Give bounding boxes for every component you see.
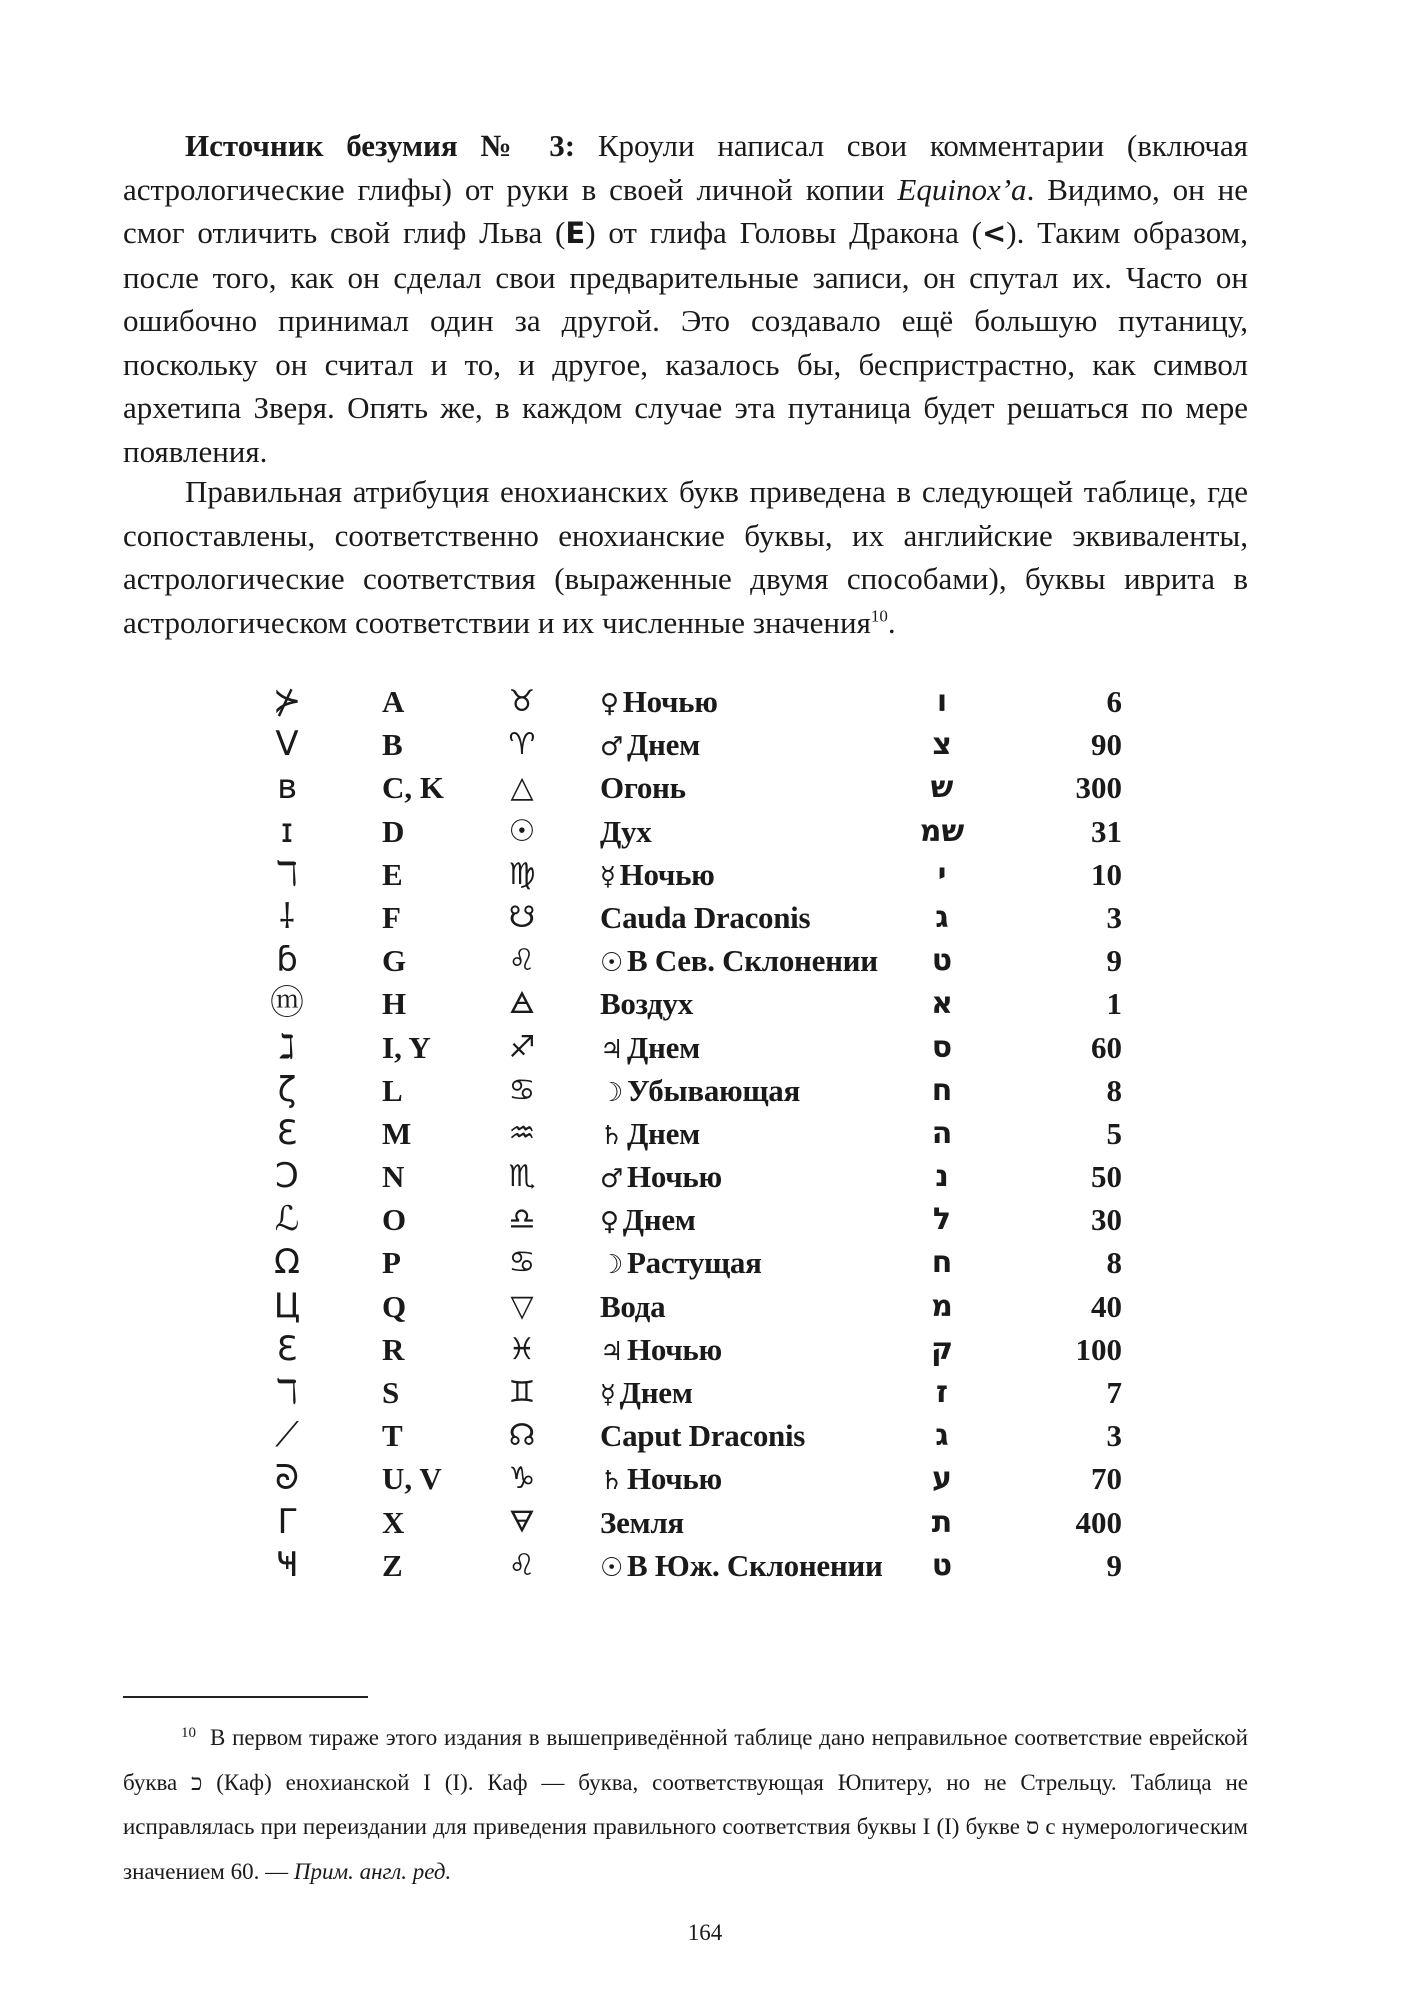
correspondence-text: Убывающая xyxy=(627,1072,800,1108)
astrological-sign: ☊ xyxy=(508,1418,536,1454)
enochian-letter: ⟋ xyxy=(275,1415,299,1456)
planet-symbol: ☽ xyxy=(600,1250,624,1281)
astrological-correspondence xyxy=(600,680,718,726)
correspondence-text: Днем xyxy=(627,1115,700,1151)
astrological-correspondence xyxy=(600,853,715,899)
paragraph-attribution-end: . xyxy=(887,604,896,640)
correspondence-text: Воздух xyxy=(600,986,693,1022)
astrological-correspondence xyxy=(600,766,686,809)
english-equivalent: S xyxy=(382,1375,400,1410)
enochian-letter: ℷ xyxy=(279,1026,295,1067)
astrological-correspondence xyxy=(600,1414,805,1457)
planet-symbol: ♀ xyxy=(600,1207,619,1238)
paragraph-attribution-text: Правильная атрибуция енохианских букв приведена в следующей таблице, где сопоставлены, соответственно енохианские буквы, их английские эквиваленты, астрологические соответствия (выраженные двумя способами), буквы иврита в астрологическом соответствии и их численные значения xyxy=(123,474,1248,640)
astrological-correspondence xyxy=(600,723,700,769)
hebrew-letter: צ xyxy=(932,727,952,763)
english-equivalent: R xyxy=(382,1331,405,1367)
astrological-correspondence xyxy=(600,1371,693,1417)
paragraph-text-2: . Видимо, он не смог отличить свой глиф Льва ( xyxy=(123,171,1249,250)
english-equivalent: Z xyxy=(382,1547,403,1583)
table-row xyxy=(262,1069,1122,1112)
correspondence-text: Вода xyxy=(600,1288,666,1324)
astrological-sign: ♏ xyxy=(508,1159,536,1195)
astrological-correspondence xyxy=(600,1026,700,1072)
numeric-value: 7 xyxy=(1106,1375,1122,1410)
planet-symbol: ☿ xyxy=(600,1380,616,1410)
footnote-text-2: (Каф) енохианской I (I). Каф — буква, соответствующая Юпитеру, но не Стрельцу. Таблица не исправлялась при переиздании для приведения правильного соответствия буквы I (I) букве xyxy=(123,1769,1248,1839)
equinox-title: Equinox’a xyxy=(897,171,1027,207)
page-number: 164 xyxy=(687,1920,723,1945)
enochian-letter: Ↄ xyxy=(275,1156,299,1197)
astrological-sign: ♉ xyxy=(508,684,536,719)
astrological-sign: ♌ xyxy=(508,1547,536,1583)
hebrew-letter: ס xyxy=(931,1029,953,1065)
hebrew-letter: ה xyxy=(931,1115,953,1151)
table-row xyxy=(262,1112,1122,1155)
footnote-number: 10 xyxy=(181,1725,196,1741)
astrological-sign: ♒ xyxy=(508,1115,536,1151)
english-equivalent: Q xyxy=(382,1288,407,1324)
astrological-sign: ♌ xyxy=(508,943,536,979)
hebrew-letter: ו xyxy=(936,684,948,719)
astrological-sign: ♑ xyxy=(508,1461,536,1497)
planet-symbol: ♀ xyxy=(600,689,619,719)
enochian-letter: ʙ xyxy=(277,767,297,808)
astrological-sign: △ xyxy=(510,770,534,806)
numeric-value: 3 xyxy=(1106,1418,1122,1454)
enochian-letter: ℸ xyxy=(276,853,298,894)
table-row xyxy=(262,1285,1122,1328)
astrological-sign: ♋ xyxy=(508,1072,536,1108)
planet-symbol: ☿ xyxy=(600,861,616,892)
english-equivalent: I, Y xyxy=(382,1029,431,1065)
enochian-letter: ɓ xyxy=(276,940,298,981)
hebrew-letter: נ xyxy=(935,1159,949,1195)
astrological-sign: ♋ xyxy=(508,1245,536,1281)
astrological-sign: ♍ xyxy=(508,856,536,892)
hebrew-letter: ג xyxy=(935,899,949,935)
hebrew-letter: ט xyxy=(931,943,953,979)
hebrew-letter: ק xyxy=(930,1331,954,1367)
footnote-editor-note: Прим. англ. ред. xyxy=(293,1858,452,1884)
astrological-sign: ▽ xyxy=(510,1288,534,1324)
astrological-correspondence xyxy=(600,1241,762,1287)
table-row xyxy=(262,1457,1122,1500)
astrological-sign: ♈ xyxy=(508,727,536,763)
enochian-letter: Ҹ xyxy=(275,1544,299,1585)
astrological-correspondence xyxy=(600,1544,883,1590)
numeric-value: 60 xyxy=(1091,1029,1122,1065)
numeric-value: 50 xyxy=(1091,1159,1122,1195)
enochian-letter: ᘐ xyxy=(275,1458,299,1499)
astrological-sign: 🜃 xyxy=(508,1504,536,1540)
correspondence-text: Днем xyxy=(627,1029,700,1065)
correspondence-text: Дух xyxy=(600,813,652,849)
paragraph-lead: Источник безумия № 3: xyxy=(185,128,576,163)
enochian-letter: Ц xyxy=(273,1285,301,1326)
astrological-correspondence xyxy=(600,1112,700,1158)
correspondence-text: Ночью xyxy=(627,1331,722,1367)
numeric-value: 8 xyxy=(1106,1245,1122,1281)
table-row xyxy=(262,723,1122,766)
correspondence-text: Днем xyxy=(622,1202,696,1238)
astrological-sign: ♐ xyxy=(508,1029,536,1065)
hebrew-letter: ז xyxy=(935,1375,948,1410)
astrological-sign: ☉ xyxy=(508,813,536,849)
hebrew-letter: ג xyxy=(935,1418,949,1454)
table-row xyxy=(262,982,1122,1025)
correspondence-text: Растущая xyxy=(627,1245,762,1281)
hebrew-letter: ש xyxy=(930,770,954,806)
table-row xyxy=(262,1241,1122,1284)
correspondence-text: Ночью xyxy=(627,1159,722,1195)
enochian-letter: Γ xyxy=(277,1501,297,1542)
planet-symbol: ☉ xyxy=(600,948,624,979)
dragon-head-glyph: < xyxy=(981,216,1007,250)
enochian-letter: ℒ xyxy=(274,1199,300,1240)
numeric-value: 400 xyxy=(1075,1504,1122,1540)
numeric-value: 300 xyxy=(1075,770,1122,806)
numeric-value: 100 xyxy=(1075,1331,1122,1367)
paragraph-madness-source xyxy=(123,124,1248,473)
numeric-value: 8 xyxy=(1106,1072,1122,1108)
planet-symbol: ♂ xyxy=(600,1164,624,1195)
astrological-correspondence xyxy=(600,810,651,853)
numeric-value: 5 xyxy=(1106,1115,1122,1151)
english-equivalent: E xyxy=(382,856,403,892)
hebrew-letter: שמ xyxy=(919,813,965,849)
footnote xyxy=(123,1716,1248,1894)
astrological-sign: ☋ xyxy=(508,899,536,935)
hebrew-letter: ל xyxy=(932,1202,952,1238)
table-row xyxy=(262,1155,1122,1198)
enochian-letter: ⊁ xyxy=(272,681,302,721)
numeric-value: 40 xyxy=(1091,1288,1122,1324)
english-equivalent: X xyxy=(382,1504,405,1540)
english-equivalent: C, K xyxy=(382,770,444,806)
enochian-letter: ⸸ xyxy=(279,896,295,937)
paragraph-attribution xyxy=(123,470,1248,644)
planet-symbol: ☽ xyxy=(600,1077,624,1108)
numeric-value: 10 xyxy=(1091,856,1122,892)
english-equivalent: B xyxy=(382,727,403,763)
enochian-letter: ɪ xyxy=(280,810,294,851)
astrological-sign: ♓ xyxy=(508,1331,536,1367)
astrological-correspondence xyxy=(600,1457,722,1503)
hebrew-letter: א xyxy=(931,986,953,1022)
footnote-reference[interactable]: 10 xyxy=(870,606,888,626)
numeric-value: 9 xyxy=(1106,1547,1122,1583)
numeric-value: 3 xyxy=(1106,899,1122,935)
planet-symbol: ☉ xyxy=(600,1552,624,1583)
kaf-glyph: כ xyxy=(191,1769,203,1795)
hebrew-letter: ח xyxy=(931,1072,953,1108)
footnote-text-3: с нумерологическим значением 60. — xyxy=(123,1814,1248,1884)
planet-symbol: ♃ xyxy=(600,1336,624,1367)
enochian-attribution-table xyxy=(262,680,1122,1587)
numeric-value: 90 xyxy=(1091,727,1122,763)
enochian-letter: V xyxy=(275,724,299,765)
english-equivalent: M xyxy=(382,1115,412,1151)
table-row xyxy=(262,1371,1122,1414)
astrological-correspondence xyxy=(600,1285,665,1328)
english-equivalent: G xyxy=(382,943,407,979)
table-row xyxy=(262,1414,1122,1457)
enochian-letter: ⓜ xyxy=(270,983,304,1024)
english-equivalent: D xyxy=(382,813,405,849)
table-row xyxy=(262,810,1122,853)
enochian-letter: ζ xyxy=(277,1069,297,1110)
planet-symbol: ♄ xyxy=(600,1120,624,1151)
numeric-value: 31 xyxy=(1091,813,1122,849)
table-row xyxy=(262,766,1122,809)
paragraph-text-4: ). Таким образом, после того, как он сделал свои предварительные записи, он спутал их. Часто он ошибочно принимал один за другой. Это создавало ещё большую путаницу, поскольку он считал и то, и другое, казалось бы, беспристрастно, как символ архетипа Зверя. Опять же, в каждом случае эта путаница будет решаться по мере появления. xyxy=(123,215,1249,469)
correspondence-text: В Юж. Склонении xyxy=(627,1547,883,1583)
table-row xyxy=(262,896,1122,939)
hebrew-letter: ט xyxy=(931,1547,953,1583)
correspondence-text: Днем xyxy=(619,1375,693,1410)
astrological-correspondence xyxy=(600,1501,684,1544)
numeric-value: 1 xyxy=(1106,986,1122,1022)
hebrew-letter: מ xyxy=(931,1288,953,1324)
samekh-glyph: ס xyxy=(1026,1814,1040,1839)
hebrew-letter: ע xyxy=(932,1461,952,1497)
table-row xyxy=(262,939,1122,982)
correspondence-text: Земля xyxy=(600,1504,684,1540)
astrological-sign: ♎ xyxy=(508,1202,536,1238)
numeric-value: 9 xyxy=(1106,943,1122,979)
enochian-letter: Ɛ xyxy=(276,1112,298,1153)
table-row xyxy=(262,1026,1122,1069)
astrological-correspondence xyxy=(600,982,693,1025)
planet-symbol: ♃ xyxy=(600,1034,624,1065)
english-equivalent: P xyxy=(382,1245,401,1281)
english-equivalent: T xyxy=(382,1418,403,1454)
numeric-value: 6 xyxy=(1106,684,1122,719)
astrological-correspondence xyxy=(600,1069,800,1115)
planet-symbol: ♂ xyxy=(600,732,624,763)
table-row xyxy=(262,1198,1122,1241)
english-equivalent: L xyxy=(382,1072,403,1108)
english-equivalent: F xyxy=(382,899,401,935)
correspondence-text: В Сев. Склонении xyxy=(627,943,878,979)
footnote-text-1: В первом тираже этого издания в вышеприведённой таблице дано неправильное соответствие еврейской буква xyxy=(123,1725,1248,1795)
numeric-value: 30 xyxy=(1091,1202,1122,1238)
correspondence-text: Днем xyxy=(627,727,700,763)
english-equivalent: N xyxy=(382,1159,405,1195)
astrological-correspondence xyxy=(600,939,878,985)
correspondence-text: Ночью xyxy=(627,1461,722,1497)
planet-symbol: ♄ xyxy=(600,1466,624,1497)
table-row xyxy=(262,853,1122,896)
table-row xyxy=(262,1501,1122,1544)
correspondence-text: Ночью xyxy=(622,684,718,719)
hebrew-letter: ת xyxy=(931,1504,953,1540)
english-equivalent: O xyxy=(382,1202,407,1238)
astrological-correspondence xyxy=(600,1155,722,1201)
numeric-value: 70 xyxy=(1091,1461,1122,1497)
correspondence-text: Огонь xyxy=(600,770,686,806)
astrological-sign: 🜁 xyxy=(508,986,536,1022)
correspondence-text: Ночью xyxy=(619,856,715,892)
astrological-correspondence xyxy=(600,896,810,939)
paragraph-text-1: Кроули написал свои комментарии (включая астрологические глифы) от руки в своей личной копии xyxy=(123,128,1248,207)
table-row xyxy=(262,680,1122,723)
enochian-letter: Ω xyxy=(274,1242,300,1283)
table-row xyxy=(262,1544,1122,1587)
leo-glyph: E xyxy=(565,216,586,250)
astrological-correspondence xyxy=(600,1328,722,1374)
astrological-correspondence xyxy=(600,1198,696,1244)
english-equivalent: A xyxy=(382,684,405,719)
english-equivalent: H xyxy=(382,986,407,1022)
astrological-sign: ♊ xyxy=(508,1375,536,1410)
correspondence-text: Caput Draconis xyxy=(600,1418,806,1454)
correspondence-text: Cauda Draconis xyxy=(600,899,811,935)
english-equivalent: U, V xyxy=(382,1461,442,1497)
enochian-letter: Ɛ xyxy=(276,1328,298,1369)
footnote-divider xyxy=(123,1696,368,1698)
paragraph-text-3: ) от глифа Головы Дракона ( xyxy=(585,215,982,250)
hebrew-letter: י xyxy=(937,856,947,892)
hebrew-letter: ח xyxy=(931,1245,953,1281)
table-row xyxy=(262,1328,1122,1371)
enochian-letter: ℸ xyxy=(276,1372,298,1412)
